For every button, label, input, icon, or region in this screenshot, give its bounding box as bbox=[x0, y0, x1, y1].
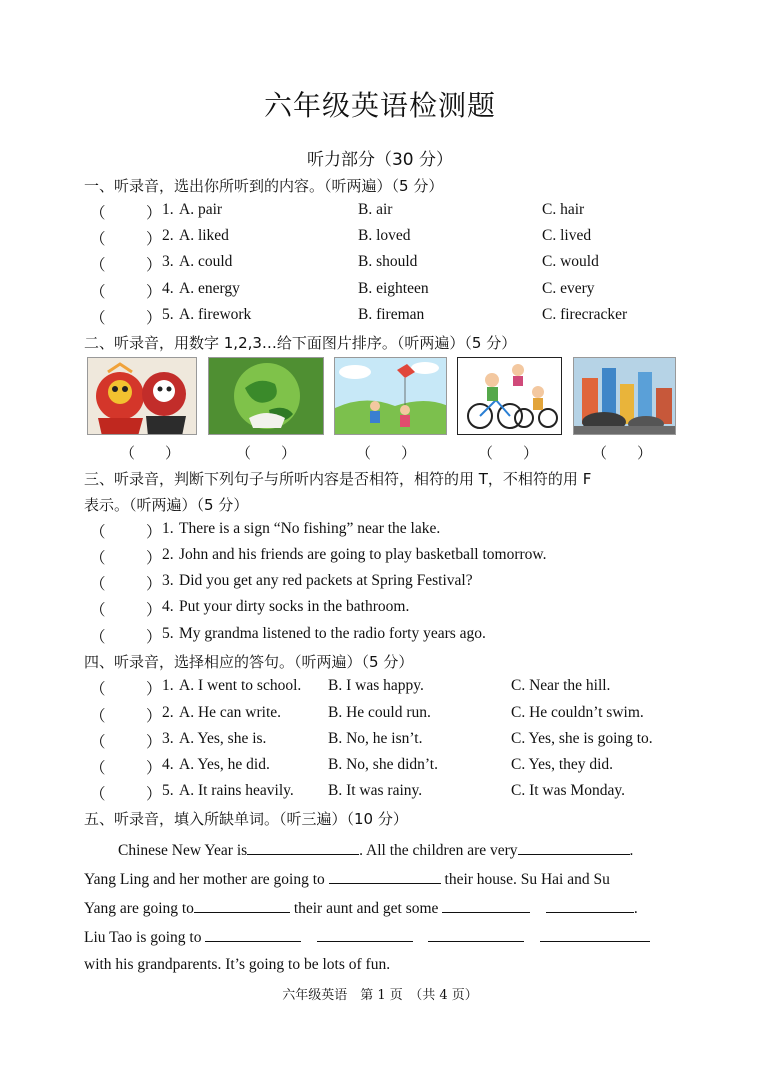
passage-line-2 bbox=[84, 869, 680, 889]
option-c: C. Near the hill. bbox=[511, 677, 611, 694]
answer-bracket-close: ） bbox=[146, 205, 162, 222]
answer-bracket-close: ） bbox=[146, 734, 162, 751]
blank-8[interactable] bbox=[317, 927, 413, 942]
question-number: 1. bbox=[162, 201, 174, 218]
part-title: 听力部分（30 分） bbox=[306, 150, 454, 170]
answer-bracket-open[interactable]: （ bbox=[90, 602, 106, 619]
option-a: A. Yes, she is. bbox=[179, 730, 267, 747]
option-b: B. should bbox=[358, 253, 418, 270]
option-a: A. He can write. bbox=[179, 704, 281, 721]
answer-bracket-close: ） bbox=[146, 257, 162, 274]
picture-answer-1[interactable]: （ ） bbox=[120, 446, 181, 462]
section-5-heading: 五、听录音，填入所缺单词。（听三遍）（10 分） bbox=[84, 810, 408, 828]
option-b: B. I was happy. bbox=[328, 677, 424, 694]
option-b: B. It was rainy. bbox=[328, 782, 423, 799]
option-a: A. could bbox=[179, 253, 233, 270]
option-a: A. liked bbox=[179, 227, 229, 244]
passage-line-4 bbox=[84, 927, 680, 947]
page-footer: 六年级英语 第 1 页 （共 4 页） bbox=[282, 988, 478, 1003]
question-number: 5. bbox=[162, 782, 174, 799]
section-3-heading-line-1: 三、听录音，判断下列句子与所听内容是否相符，相符的用 T，不相符的用 F bbox=[84, 470, 592, 488]
answer-bracket-open[interactable]: （ bbox=[90, 734, 106, 751]
option-c: C. It was Monday. bbox=[511, 782, 625, 799]
picture-answer-2[interactable]: （ ） bbox=[236, 446, 297, 462]
option-a: A. energy bbox=[179, 280, 240, 297]
green-earth-picture bbox=[208, 357, 324, 435]
passage-text: Yang Ling and her mother are going to bbox=[84, 871, 325, 888]
blank-10[interactable] bbox=[540, 927, 650, 942]
option-b: B. loved bbox=[358, 227, 411, 244]
question-number: 5. bbox=[162, 625, 174, 642]
passage-text: . All the children are very bbox=[359, 842, 518, 859]
passage-text: Yang are going to bbox=[84, 900, 194, 917]
option-b: B. No, she didn’t. bbox=[328, 756, 438, 773]
option-c: C. hair bbox=[542, 201, 585, 218]
polluted-city-picture bbox=[573, 357, 676, 435]
question-number: 4. bbox=[162, 756, 174, 773]
kite-children-picture bbox=[334, 357, 447, 435]
option-a: A. It rains heavily. bbox=[179, 782, 294, 799]
option-a: A. pair bbox=[179, 201, 223, 218]
question-number: 5. bbox=[162, 306, 174, 323]
passage-line-1 bbox=[118, 840, 714, 860]
answer-bracket-open[interactable]: （ bbox=[90, 205, 106, 222]
option-c: C. lived bbox=[542, 227, 592, 244]
answer-bracket-close: ） bbox=[146, 550, 162, 567]
passage-text: their aunt and get some bbox=[293, 900, 439, 917]
answer-bracket-close: ） bbox=[146, 602, 162, 619]
answer-bracket-open[interactable]: （ bbox=[90, 708, 106, 725]
passage-text: with his grandparents. It’s going to be lots of fun. bbox=[84, 956, 391, 973]
passage-text: . bbox=[633, 900, 638, 917]
question-number: 3. bbox=[162, 572, 174, 589]
blank-4[interactable] bbox=[194, 898, 290, 913]
answer-bracket-open[interactable]: （ bbox=[90, 629, 106, 646]
picture-answer-4[interactable]: （ ） bbox=[478, 446, 539, 462]
answer-bracket-open[interactable]: （ bbox=[90, 524, 106, 541]
blank-6[interactable] bbox=[546, 898, 634, 913]
statement-text: There is a sign “No fishing” near the lake. bbox=[179, 520, 441, 537]
answer-bracket-close: ） bbox=[146, 760, 162, 777]
answer-bracket-close: ） bbox=[146, 681, 162, 698]
page-title: 六年级英语检测题 bbox=[263, 89, 496, 122]
section-1-heading: 一、听录音，选出你所听到的内容。（听两遍）（5 分） bbox=[84, 177, 444, 195]
answer-bracket-close: ） bbox=[146, 284, 162, 301]
question-number: 2. bbox=[162, 546, 174, 563]
blank-2[interactable] bbox=[518, 840, 630, 855]
answer-bracket-open[interactable]: （ bbox=[90, 760, 106, 777]
option-c: C. Yes, she is going to. bbox=[511, 730, 653, 747]
statement-text: Did you get any red packets at Spring Festival? bbox=[179, 572, 473, 589]
option-b: B. eighteen bbox=[358, 280, 429, 297]
passage-text: Chinese New Year is bbox=[118, 842, 248, 859]
answer-bracket-open[interactable]: （ bbox=[90, 231, 106, 248]
blank-9[interactable] bbox=[428, 927, 524, 942]
answer-bracket-close: ） bbox=[146, 708, 162, 725]
answer-bracket-open[interactable]: （ bbox=[90, 576, 106, 593]
passage-line-3 bbox=[84, 898, 680, 918]
answer-bracket-close: ） bbox=[146, 576, 162, 593]
answer-bracket-open[interactable]: （ bbox=[90, 550, 106, 567]
statement-text: John and his friends are going to play basketball tomorrow. bbox=[179, 546, 547, 563]
answer-bracket-open[interactable]: （ bbox=[90, 284, 106, 301]
option-a: A. I went to school. bbox=[179, 677, 302, 694]
answer-bracket-open[interactable]: （ bbox=[90, 681, 106, 698]
question-number: 1. bbox=[162, 520, 174, 537]
blank-3[interactable] bbox=[329, 869, 441, 884]
answer-bracket-open[interactable]: （ bbox=[90, 310, 106, 327]
passage-text: . bbox=[629, 842, 634, 859]
option-b: B. fireman bbox=[358, 306, 425, 323]
passage-line-5 bbox=[84, 956, 680, 974]
option-c: C. firecracker bbox=[542, 306, 628, 323]
option-a: A. firework bbox=[179, 306, 252, 323]
option-b: B. No, he isn’t. bbox=[328, 730, 423, 747]
statement-text: My grandma listened to the radio forty years ago. bbox=[179, 625, 486, 642]
section-4-heading: 四、听录音，选择相应的答句。（听两遍）（5 分） bbox=[84, 653, 414, 671]
question-number: 4. bbox=[162, 598, 174, 615]
section-3-heading-line-2: 表示。（听两遍）（5 分） bbox=[84, 496, 249, 514]
option-c: C. Yes, they did. bbox=[511, 756, 614, 773]
cycling-family-picture bbox=[457, 357, 562, 435]
picture-answer-3[interactable]: （ ） bbox=[356, 446, 417, 462]
blank-1[interactable] bbox=[247, 840, 359, 855]
question-number: 1. bbox=[162, 677, 174, 694]
answer-bracket-close: ） bbox=[146, 524, 162, 541]
statement-text: Put your dirty socks in the bathroom. bbox=[179, 598, 410, 615]
picture-answer-5[interactable]: （ ） bbox=[592, 446, 653, 462]
question-number: 3. bbox=[162, 253, 174, 270]
answer-bracket-open[interactable]: （ bbox=[90, 786, 106, 803]
question-number: 2. bbox=[162, 227, 174, 244]
answer-bracket-close: ） bbox=[146, 786, 162, 803]
answer-bracket-close: ） bbox=[146, 310, 162, 327]
question-number: 2. bbox=[162, 704, 174, 721]
section-2-heading: 二、听录音，用数字 1,2,3…给下面图片排序。（听两遍）（5 分） bbox=[84, 334, 517, 352]
option-b: B. air bbox=[358, 201, 393, 218]
question-number: 3. bbox=[162, 730, 174, 747]
passage-text: Liu Tao is going to bbox=[84, 929, 202, 946]
option-b: B. He could run. bbox=[328, 704, 431, 721]
blank-7[interactable] bbox=[205, 927, 301, 942]
option-c: C. every bbox=[542, 280, 595, 297]
option-a: A. Yes, he did. bbox=[179, 756, 270, 773]
lion-dance-picture bbox=[87, 357, 197, 435]
passage-text: their house. Su Hai and Su bbox=[444, 871, 610, 888]
blank-5[interactable] bbox=[442, 898, 530, 913]
answer-bracket-open[interactable]: （ bbox=[90, 257, 106, 274]
question-number: 4. bbox=[162, 280, 174, 297]
answer-bracket-close: ） bbox=[146, 231, 162, 248]
answer-bracket-close: ） bbox=[146, 629, 162, 646]
option-c: C. He couldn’t swim. bbox=[511, 704, 644, 721]
option-c: C. would bbox=[542, 253, 599, 270]
